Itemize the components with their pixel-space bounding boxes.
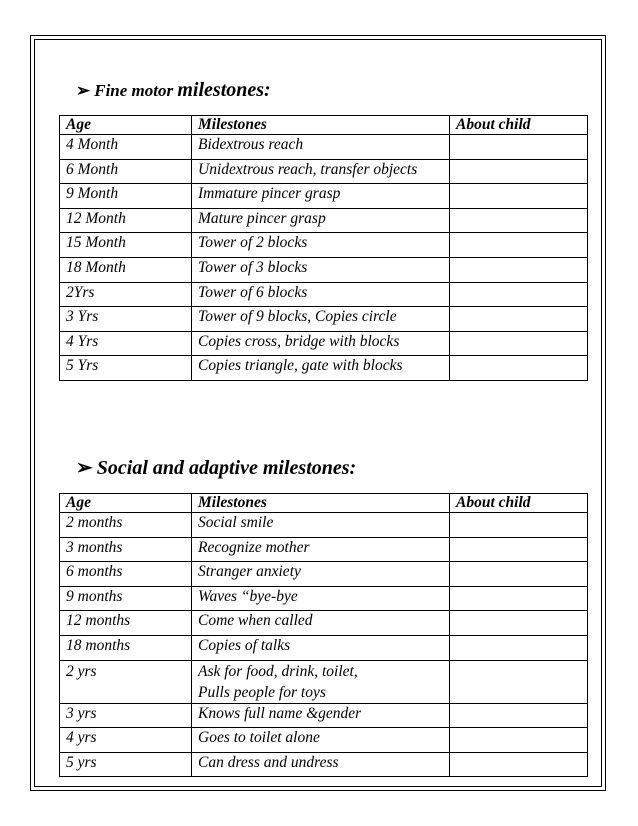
about-child-cell[interactable] <box>450 282 588 307</box>
age-cell: 4 yrs <box>60 728 192 753</box>
table-row <box>60 537 588 562</box>
milestone-cell: Bidextrous reach <box>192 135 450 160</box>
fine-motor-table <box>59 115 588 381</box>
fine-motor-title-big: milestones: <box>177 79 271 101</box>
table-header-row <box>60 494 588 513</box>
table-row <box>60 513 588 538</box>
column-header-milestones: Milestones <box>192 116 450 135</box>
table-row <box>60 356 588 381</box>
age-cell: 3 months <box>60 537 192 562</box>
age-cell: 18 Month <box>60 257 192 282</box>
table-header-row <box>60 116 588 135</box>
milestone-cell: Knows full name &gender <box>192 703 450 728</box>
table-row <box>60 562 588 587</box>
about-child-cell[interactable] <box>450 184 588 209</box>
social-adaptive-title: Social and adaptive milestones: <box>96 457 357 479</box>
milestone-cell: Social smile <box>192 513 450 538</box>
age-cell: 4 Month <box>60 135 192 160</box>
arrow-bullet-icon: ➢ <box>76 81 91 100</box>
table-row <box>60 660 588 703</box>
about-child-cell[interactable] <box>450 728 588 753</box>
table-row <box>60 208 588 233</box>
age-cell: 12 Month <box>60 208 192 233</box>
milestone-cell: Goes to toilet alone <box>192 728 450 753</box>
age-cell: 9 months <box>60 586 192 611</box>
about-child-cell[interactable] <box>450 331 588 356</box>
about-child-cell[interactable] <box>450 635 588 660</box>
milestone-cell: Tower of 3 blocks <box>192 257 450 282</box>
table-row <box>60 752 588 777</box>
about-child-cell[interactable] <box>450 208 588 233</box>
about-child-cell[interactable] <box>450 752 588 777</box>
table-row <box>60 586 588 611</box>
age-cell: 5 yrs <box>60 752 192 777</box>
fine-motor-title-small: Fine motor <box>94 81 174 100</box>
table-row <box>60 307 588 332</box>
column-header-age: Age <box>60 116 192 135</box>
column-header-age: Age <box>60 494 192 513</box>
column-header-milestones: Milestones <box>192 494 450 513</box>
about-child-cell[interactable] <box>450 356 588 381</box>
column-header-about-child: About child <box>450 494 588 513</box>
milestone-cell: Unidextrous reach, transfer objects <box>192 159 450 184</box>
about-child-cell[interactable] <box>450 586 588 611</box>
about-child-cell[interactable] <box>450 537 588 562</box>
table-row <box>60 282 588 307</box>
age-cell: 2 yrs <box>60 660 192 703</box>
milestone-cell: Tower of 6 blocks <box>192 282 450 307</box>
age-cell: 18 months <box>60 635 192 660</box>
milestone-cell: Waves “bye-bye <box>192 586 450 611</box>
milestone-cell: Stranger anxiety <box>192 562 450 587</box>
table-row <box>60 611 588 636</box>
age-cell: 6 months <box>60 562 192 587</box>
table-row <box>60 135 588 160</box>
milestone-cell: Come when called <box>192 611 450 636</box>
about-child-cell[interactable] <box>450 513 588 538</box>
age-cell: 15 Month <box>60 233 192 258</box>
social-adaptive-heading <box>76 458 356 478</box>
age-cell: 5 Yrs <box>60 356 192 381</box>
age-cell: 4 Yrs <box>60 331 192 356</box>
milestone-cell: Tower of 9 blocks, Copies circle <box>192 307 450 332</box>
milestone-cell: Copies of talks <box>192 635 450 660</box>
fine-motor-heading <box>76 80 271 100</box>
arrow-bullet-icon: ➢ <box>76 457 93 479</box>
age-cell: 3 Yrs <box>60 307 192 332</box>
table-row <box>60 233 588 258</box>
table-row <box>60 184 588 209</box>
milestone-line-1: Ask for food, drink, toilet, <box>198 662 358 680</box>
age-cell: 3 yrs <box>60 703 192 728</box>
about-child-cell[interactable] <box>450 135 588 160</box>
table-row <box>60 257 588 282</box>
about-child-cell[interactable] <box>450 703 588 728</box>
about-child-cell[interactable] <box>450 660 588 703</box>
about-child-cell[interactable] <box>450 159 588 184</box>
table-row <box>60 703 588 728</box>
column-header-about-child: About child <box>450 116 588 135</box>
age-cell: 2 months <box>60 513 192 538</box>
table-row <box>60 331 588 356</box>
about-child-cell[interactable] <box>450 257 588 282</box>
age-cell: 2Yrs <box>60 282 192 307</box>
milestone-cell: Mature pincer grasp <box>192 208 450 233</box>
social-adaptive-table <box>59 493 588 777</box>
milestone-cell: Copies cross, bridge with blocks <box>192 331 450 356</box>
milestone-cell: Can dress and undress <box>192 752 450 777</box>
table-row <box>60 728 588 753</box>
milestone-line-2: Pulls people for toys <box>198 683 326 701</box>
table-row <box>60 635 588 660</box>
age-cell: 12 months <box>60 611 192 636</box>
table-row <box>60 159 588 184</box>
about-child-cell[interactable] <box>450 307 588 332</box>
age-cell: 6 Month <box>60 159 192 184</box>
about-child-cell[interactable] <box>450 611 588 636</box>
about-child-cell[interactable] <box>450 233 588 258</box>
age-cell: 9 Month <box>60 184 192 209</box>
milestone-cell: Recognize mother <box>192 537 450 562</box>
milestone-cell: Copies triangle, gate with blocks <box>192 356 450 381</box>
milestone-cell: Immature pincer grasp <box>192 184 450 209</box>
about-child-cell[interactable] <box>450 562 588 587</box>
milestone-cell: Tower of 2 blocks <box>192 233 450 258</box>
milestone-cell <box>192 660 450 703</box>
